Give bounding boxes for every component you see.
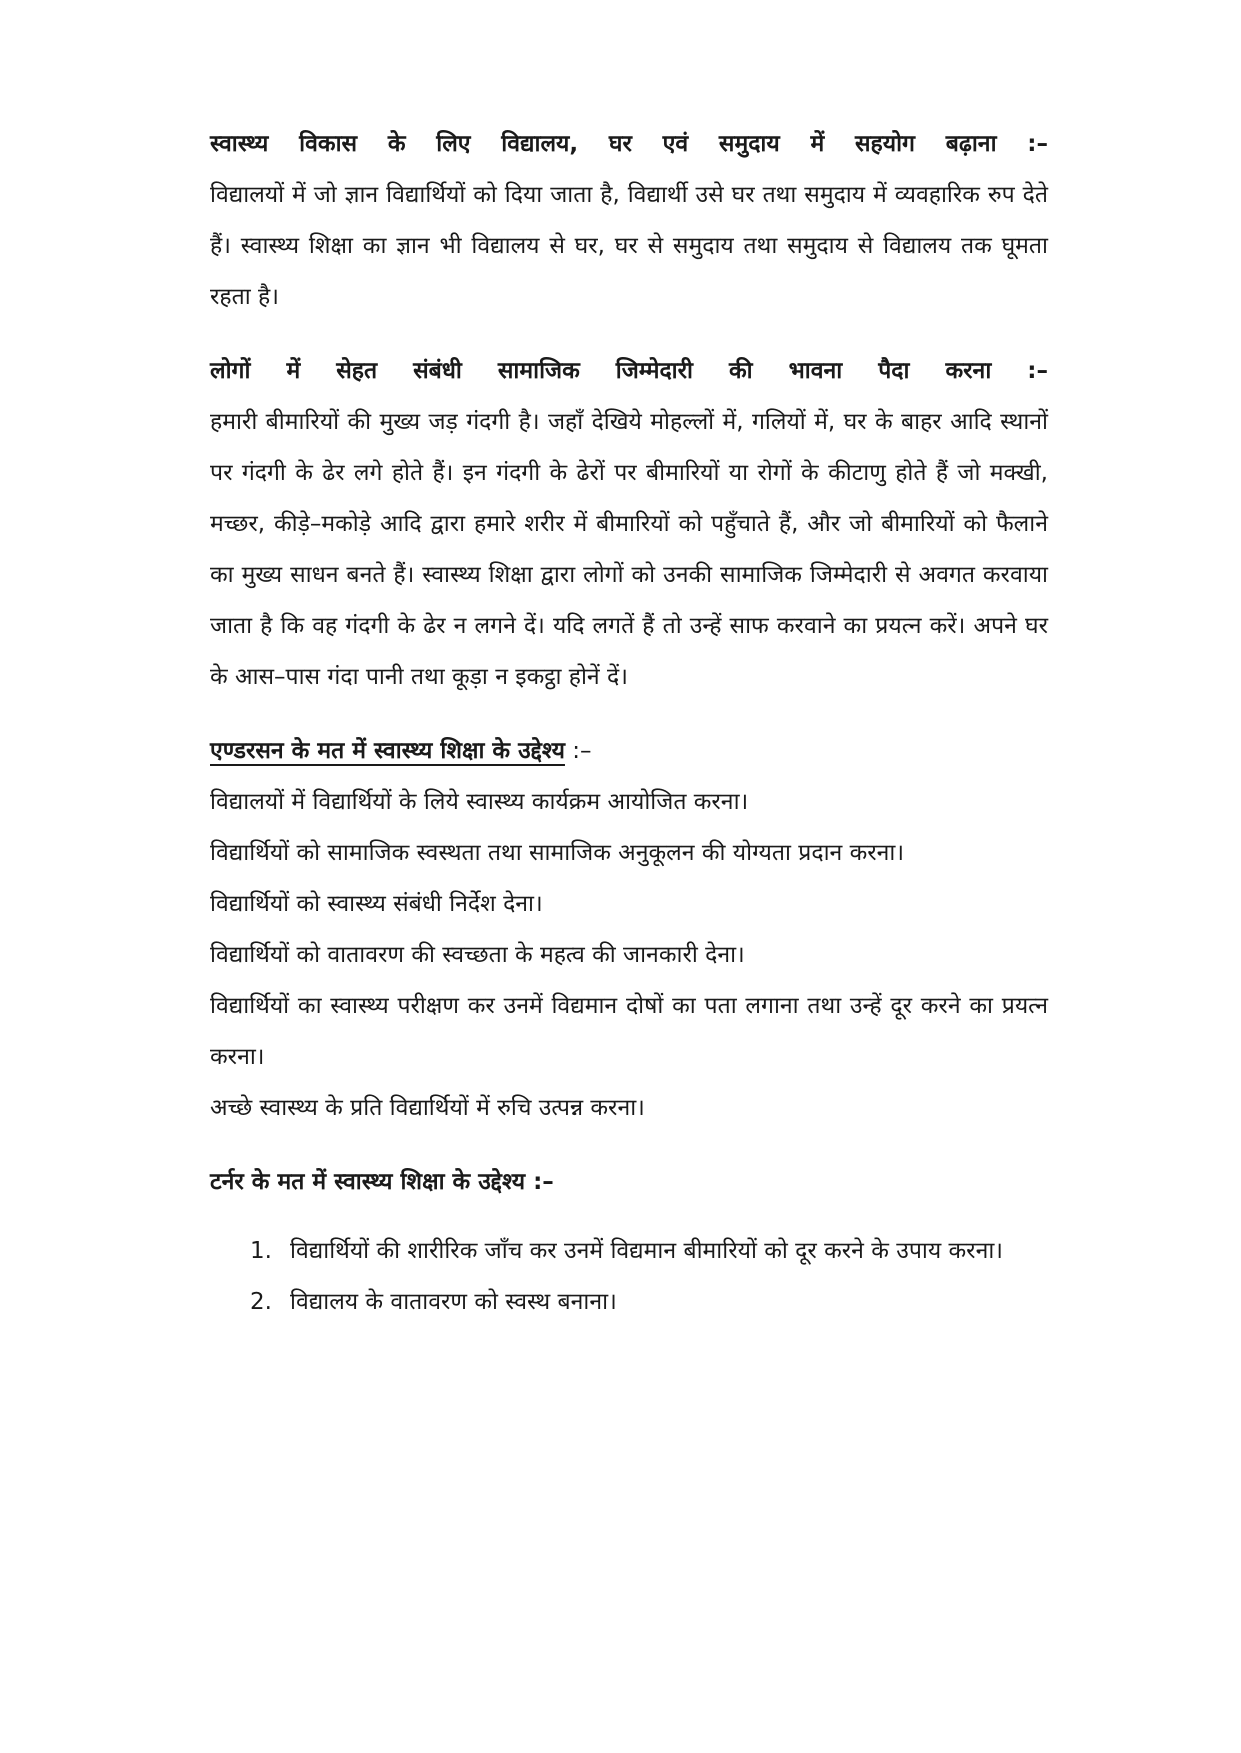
heading-text: टर्नर के मत में स्वास्थ्य शिक्षा के उद्देश्य bbox=[210, 1169, 526, 1195]
section-heading bbox=[210, 725, 1048, 777]
document-page bbox=[210, 118, 1048, 1350]
list-item: विद्यार्थियों को स्वास्थ्य संबंधी निर्देश देना। bbox=[210, 891, 543, 917]
list-item: विद्यार्थियों का स्वास्थ्य परीक्षण कर उनमें विद्यमान दोषों का पता लगाना तथा उन्हें दूर करने का प्रयत्न करना। bbox=[210, 993, 1048, 1070]
list-item: विद्यार्थियों को वातावरण की स्वच्छता के महत्व की जानकारी देना। bbox=[210, 942, 745, 968]
heading-suffix: :– bbox=[525, 1169, 554, 1195]
section-anderson-objectives bbox=[210, 725, 1048, 1134]
numbered-list bbox=[210, 1226, 1048, 1328]
section-heading bbox=[210, 118, 1048, 170]
heading-text: लोगों में सेहत संबंधी सामाजिक जिम्मेदारी की भावना पैदा करना bbox=[210, 358, 992, 384]
heading-suffix: :– bbox=[991, 358, 1048, 384]
heading-text: एण्डरसन के मत में स्वास्थ्य शिक्षा के उद्देश्य bbox=[210, 738, 565, 764]
section-paragraph: विद्यालयों में जो ज्ञान विद्यार्थियों को दिया जाता है, विद्यार्थी उसे घर तथा समुदाय में व्यवहारिक रुप देते हैं। स्वास्थ्य शिक्षा का ज्ञान भी विद्यालय से घर, घर से समुदाय तथा समुदाय से विद्यालय तक घूमता रहता है। bbox=[210, 182, 1048, 310]
heading-suffix: :– bbox=[564, 738, 592, 764]
numbered-item bbox=[250, 1226, 1048, 1277]
numbered-item bbox=[250, 1277, 1048, 1328]
item-text: विद्यार्थियों की शारीरिक जाँच कर उनमें विद्यमान बीमारियों को दूर करने के उपाय करना। bbox=[290, 1238, 1004, 1264]
heading-suffix: :– bbox=[996, 131, 1048, 157]
item-text: विद्यालय के वातावरण को स्वस्थ बनाना। bbox=[290, 1289, 617, 1315]
section-school-home-community bbox=[210, 118, 1048, 323]
list-item: अच्छे स्वास्थ्य के प्रति विद्यार्थियों में रुचि उत्पन्न करना। bbox=[210, 1095, 645, 1121]
list-item: विद्यार्थियों को सामाजिक स्वस्थता तथा सामाजिक अनुकूलन की योग्यता प्रदान करना। bbox=[210, 840, 905, 866]
section-heading bbox=[210, 345, 1048, 397]
heading-text: स्वास्थ्य विकास के लिए विद्यालय, घर एवं समुदाय में सहयोग बढ़ाना bbox=[210, 131, 997, 157]
section-turner-objectives bbox=[210, 1156, 1048, 1328]
list-item: विद्यालयों में विद्यार्थियों के लिये स्वास्थ्य कार्यक्रम आयोजित करना। bbox=[210, 789, 749, 815]
item-number: 2. bbox=[250, 1289, 272, 1315]
item-number: 1. bbox=[250, 1238, 272, 1264]
section-heading bbox=[210, 1156, 1048, 1208]
section-social-responsibility bbox=[210, 345, 1048, 703]
section-paragraph: हमारी बीमारियों की मुख्य जड़ गंदगी है। जहाँ देखिये मोहल्लों में, गलियों में, घर के बाहर आदि स्थानों पर गंदगी के ढेर लगे होते हैं। इन गंदगी के ढेरों पर बीमारियों या रोगों के कीटाणु होते हैं जो मक्खी, मच्छर, कीड़े–मकोड़े आदि द्वारा हमारे शरीर में बीमारियों को पहुँचाते हैं, और जो बीमारियों को फैलाने का मुख्य साधन बनते हैं। स्वास्थ्य शिक्षा द्वारा लोगों को उनकी सामाजिक जिम्मेदारी से अवगत करवाया जाता है कि वह गंदगी के ढेर न लगने दें। यदि लगतें हैं तो उन्हें साफ करवाने का प्रयत्न करें। अपने घर के आस–पास गंदा पानी तथा कूड़ा न इकट्ठा होनें दें। bbox=[210, 409, 1048, 690]
